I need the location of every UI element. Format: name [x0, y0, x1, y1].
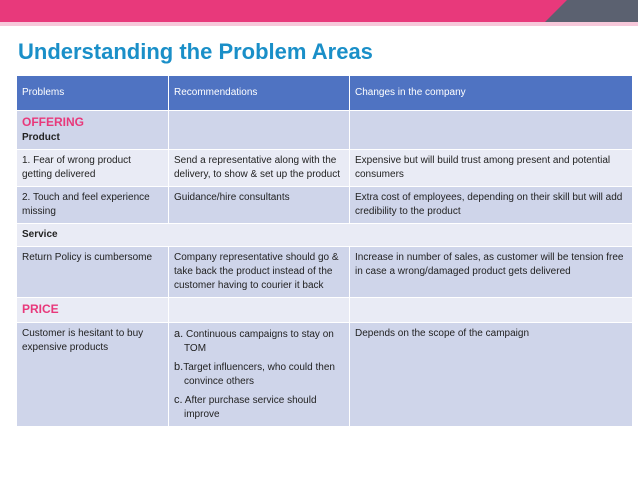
- section-row-price: [17, 298, 633, 323]
- problem-cell: 1. Fear of wrong product getting delivered: [17, 150, 169, 187]
- empty-cell: [350, 111, 633, 150]
- section-row-offering: [17, 111, 633, 150]
- empty-cell: [350, 298, 633, 323]
- slide-title: Understanding the Problem Areas: [18, 39, 373, 64]
- table-header-row: [17, 76, 633, 111]
- section-label-offering: OFFERING: [22, 115, 84, 129]
- section-cell-price: [17, 298, 169, 323]
- recommendation-cell: Guidance/hire consultants: [169, 187, 350, 224]
- table-row: [17, 150, 633, 187]
- recommendation-cell: [169, 323, 350, 427]
- header-recommendations: Recommendations: [169, 76, 350, 111]
- recommendation-item: b.Target influencers, who could then convince others: [174, 361, 335, 387]
- change-cell: Depends on the scope of the campaign: [350, 323, 633, 427]
- problem-cell: Return Policy is cumbersome: [17, 247, 169, 298]
- recommendation-cell: Send a representative along with the delivery, to show & set up the product: [169, 150, 350, 187]
- section-sublabel-product: Product: [22, 132, 60, 143]
- section-cell-offering: [17, 111, 169, 150]
- empty-cell: [169, 298, 350, 323]
- recommendation-item: a. Continuous campaigns to stay on TOM: [174, 328, 334, 354]
- change-cell: Extra cost of employees, depending on their skill but will add credibility to the product: [350, 187, 633, 224]
- problem-cell: Customer is hesitant to buy expensive products: [17, 323, 169, 427]
- header-changes: Changes in the company: [350, 76, 633, 111]
- section-row-service: [17, 224, 633, 247]
- problem-areas-table: [16, 75, 633, 427]
- section-cell-service: [17, 224, 633, 247]
- recommendation-item: c. After purchase service should improve: [174, 394, 317, 420]
- table-row: [17, 323, 633, 427]
- header-problems: Problems: [17, 76, 169, 111]
- problem-cell: 2. Touch and feel experience missing: [17, 187, 169, 224]
- change-cell: Expensive but will build trust among present and potential consumers: [350, 150, 633, 187]
- section-label-service: Service: [22, 229, 58, 240]
- section-label-price: PRICE: [22, 302, 59, 316]
- table-row: [17, 247, 633, 298]
- change-cell: Increase in number of sales, as customer will be tension free in case a wrong/damaged product gets delivered: [350, 247, 633, 298]
- top-banner-accent: [0, 0, 545, 22]
- top-banner-stripe: [0, 22, 638, 26]
- table-row: [17, 187, 633, 224]
- empty-cell: [169, 111, 350, 150]
- recommendation-cell: Company representative should go & take back the product instead of the customer having to courier it back: [169, 247, 350, 298]
